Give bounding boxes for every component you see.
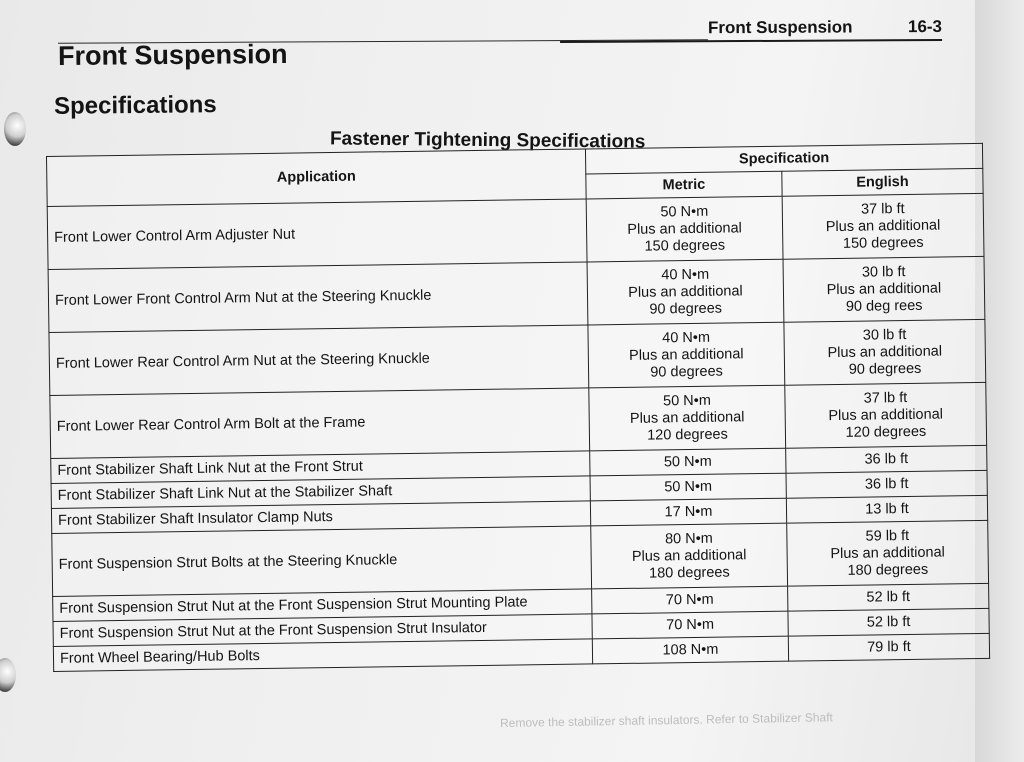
metric-value-line: Plus an additional — [628, 282, 743, 301]
english-value-line: 90 deg rees — [845, 297, 923, 315]
metric-cell — [586, 196, 783, 262]
metric-value-line: 90 degrees — [650, 363, 723, 381]
english-value-line: 30 lb ft — [862, 326, 907, 344]
application-cell: Front Lower Rear Control Arm Nut at the Steering Knuckle — [49, 325, 589, 396]
metric-cell — [590, 498, 786, 526]
metric-value-line: 180 degrees — [648, 563, 730, 582]
metric-value-line: 90 degrees — [649, 300, 723, 318]
english-cell — [784, 319, 986, 385]
metric-value-line: 17 N•m — [664, 503, 713, 520]
metric-value-line: 120 degrees — [647, 426, 728, 444]
application-cell: Front Suspension Strut Nut at the Front Suspension Strut Mounting Plate — [53, 589, 592, 622]
metric-value-line: 150 degrees — [644, 237, 726, 255]
english-value-line: Plus an additional — [825, 217, 941, 235]
spec-table-body — [47, 193, 989, 671]
metric-value-line: 40 N•m — [661, 266, 710, 283]
english-cell — [785, 382, 987, 448]
english-header: English — [782, 168, 983, 196]
english-value-line: Plus an additional — [827, 343, 943, 361]
english-value-line: 90 degrees — [848, 360, 922, 378]
application-header: Application — [47, 149, 587, 207]
english-cell — [786, 445, 987, 473]
application-cell: Front Stabilizer Shaft Link Nut at the Front Strut — [51, 451, 590, 484]
english-value-line: 13 lb ft — [865, 500, 909, 518]
subsection-title: Specifications — [53, 91, 217, 120]
english-value-line: Plus an additional — [828, 406, 944, 424]
metric-cell — [592, 636, 788, 664]
binding-hole — [4, 112, 26, 146]
english-cell — [788, 633, 989, 661]
english-value-line: 52 lb ft — [866, 613, 911, 631]
metric-cell — [591, 523, 788, 589]
application-cell: Front Lower Front Control Arm Nut at the Steering Knuckle — [48, 262, 588, 333]
metric-value-line: 50 N•m — [662, 392, 711, 409]
english-value-line: 37 lb ft — [860, 200, 905, 218]
english-cell — [782, 193, 984, 259]
english-cell — [786, 470, 987, 498]
english-value-line: Plus an additional — [830, 543, 945, 562]
metric-value-line: 40 N•m — [662, 329, 711, 346]
metric-value-line: Plus an additional — [631, 546, 747, 565]
english-value-line: 150 degrees — [842, 234, 924, 252]
application-cell: Front Stabilizer Shaft Link Nut at the Stabilizer Shaft — [51, 476, 590, 509]
english-cell — [783, 256, 985, 322]
english-cell — [788, 608, 989, 636]
metric-header: Metric — [586, 171, 782, 199]
metric-value-line: 70 N•m — [665, 591, 714, 608]
metric-cell — [589, 385, 786, 451]
english-value-line: 36 lb ft — [864, 450, 909, 468]
english-cell — [786, 495, 987, 523]
metric-cell — [590, 473, 786, 501]
metric-value-line: 50 N•m — [664, 478, 713, 495]
metric-value-line: 50 N•m — [663, 453, 712, 470]
english-value-line: 30 lb ft — [861, 263, 906, 281]
application-cell: Front Lower Control Arm Adjuster Nut — [47, 199, 587, 270]
binding-hole — [0, 658, 16, 692]
metric-cell — [592, 586, 788, 614]
metric-value-line: Plus an additional — [628, 345, 744, 364]
metric-value-line: 50 N•m — [660, 203, 709, 220]
english-cell — [788, 583, 989, 611]
english-value-line: 79 lb ft — [867, 638, 911, 656]
application-cell: Front Suspension Strut Bolts at the Steering Knuckle — [52, 526, 592, 597]
application-cell: Front Wheel Bearing/Hub Bolts — [53, 639, 592, 672]
metric-cell — [592, 611, 788, 639]
table-caption: Fastener Tightening Specifications — [329, 128, 646, 153]
metric-value-line: Plus an additional — [627, 219, 742, 238]
english-cell — [787, 520, 989, 586]
english-value-line: 36 lb ft — [864, 475, 909, 493]
metric-value-line: Plus an additional — [629, 408, 745, 427]
english-value-line: 52 lb ft — [866, 588, 911, 606]
bleed-through-text: Remove the stabilizer shaft insulators. Refer to Stabilizer Shaft — [499, 710, 833, 731]
metric-value-line: 80 N•m — [664, 530, 713, 547]
application-cell: Front Lower Rear Control Arm Bolt at the Frame — [50, 388, 590, 459]
english-value-line: 120 degrees — [845, 423, 927, 441]
metric-value-line: 70 N•m — [666, 616, 715, 633]
section-title: Front Suspension — [57, 38, 288, 72]
metric-cell — [588, 322, 785, 388]
application-cell: Front Suspension Strut Nut at the Front Suspension Strut Insulator — [53, 614, 592, 647]
metric-cell — [590, 448, 786, 476]
application-cell: Front Stabilizer Shaft Insulator Clamp Nuts — [51, 501, 590, 534]
english-value-line: 37 lb ft — [863, 389, 908, 407]
english-value-line: 59 lb ft — [865, 527, 910, 545]
metric-value-line: 108 N•m — [662, 641, 719, 658]
english-value-line: Plus an additional — [826, 280, 942, 298]
page-number: 16-3 — [907, 17, 943, 37]
english-value-line: 180 degrees — [847, 561, 929, 579]
running-header-title: Front Suspension — [707, 17, 853, 38]
spec-table-wrapper — [46, 143, 989, 672]
metric-cell — [587, 259, 784, 325]
fastener-spec-table — [46, 143, 990, 672]
specification-header: Specification — [585, 143, 982, 174]
